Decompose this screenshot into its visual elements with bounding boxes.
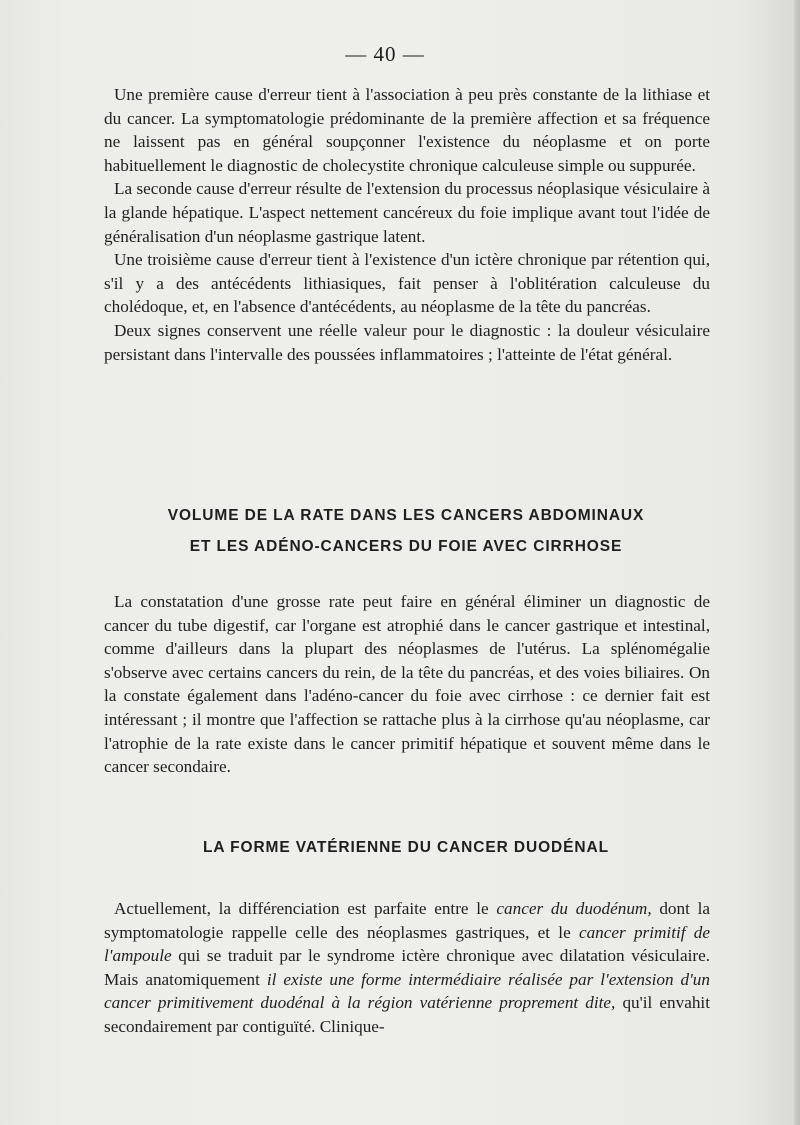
section-volume-rate-body [104, 590, 710, 779]
paragraph-actuellement [104, 897, 710, 1039]
paragraph-first-cause: Une première cause d'erreur tient à l'association à peu près constante de la lithiase et du cancer. La symptomatologie prédominante de la première affection et sa fréquence ne laissent pas en général soupçonner l'existence du néoplasme et on porte habituellement le diagnostic de cholecystite chronique calculeuse simple ou suppurée. [104, 85, 710, 175]
section-forme-vaterienne-body [104, 897, 710, 1039]
heading-forme-vaterienne: LA FORME VATÉRIENNE DU CANCER DUODÉNAL [203, 839, 609, 856]
paragraph-two-signs: Deux signes conservent une réelle valeur pour le diagnostic : la douleur vésiculaire persistant dans l'intervalle des poussées inflammatoires ; l'atteinte de l'état général. [104, 320, 710, 364]
page-edge-shadow [794, 0, 800, 1125]
section-diagnostic-errors [104, 83, 710, 366]
section-heading-volume-rate [100, 500, 712, 562]
italic-forme-intermediaire: il existe une forme intermédiaire réalisée par l'extension d'un cancer primitivement duodénal à la région vatérienne proprement dite, [104, 969, 710, 1013]
heading-line-1: VOLUME DE LA RATE DANS LES CANCERS ABDOMINAUX [167, 507, 645, 524]
italic-cancer-ampoule: cancer primitif de l'ampoule [104, 922, 710, 966]
text-run: qu'il envahit secondairement par contiguïté. Clinique- [104, 993, 710, 1036]
page-number: — 40 — [345, 42, 425, 66]
paragraph-grosse-rate: La constatation d'une grosse rate peut faire en général éliminer un diagnostic de cancer du tube digestif, car l'organe est atrophié dans le cancer gastrique et intestinal, comme d'ailleurs dans la plupart des néoplasmes de l'utérus. La splénomégalie s'observe avec certains cancers du rein, de la tête du pancréas, et des voies biliaires. On la constate également dans l'adéno-cancer du foie avec cirrhose : ce dernier fait est intéressant ; il montre que l'affection se rattache plus à la cirrhose qu'au néoplasme, car l'atrophie de la rate existe dans le cancer primitif hépatique et souvent même dans le cancer secondaire. [104, 592, 710, 777]
paragraph-second-cause: La seconde cause d'erreur résulte de l'extension du processus néoplasique vésiculaire à la glande hépatique. L'aspect nettement cancéreux du foie implique avant tout l'idée de généralisation d'un néoplasme gastrique latent. [104, 179, 710, 246]
heading-line-2: ET LES ADÉNO-CANCERS DU FOIE AVEC CIRRHOSE [189, 538, 623, 555]
text-run: dont la symptomatologie rappelle celle des néoplasmes gastriques, et le [104, 899, 711, 942]
section-heading-forme-vaterienne [100, 832, 712, 863]
paragraph-third-cause: Une troisième cause d'erreur tient à l'existence d'un ictère chronique par rétention qui, s'il y a des antécédents lithiasiques, fait penser à l'oblitération calculeuse du cholédoque, et, en l'absence d'antécédents, au néoplasme de la tête du pancréas. [104, 250, 710, 317]
text-run: Actuellement, la différenciation est parfaite entre le [114, 899, 497, 918]
italic-cancer-duodenum: cancer du duodénum, [496, 899, 652, 918]
text-run: qui se traduit par le syndrome ictère chronique avec dilatation vésiculaire. Mais anatomiquement [104, 946, 710, 989]
